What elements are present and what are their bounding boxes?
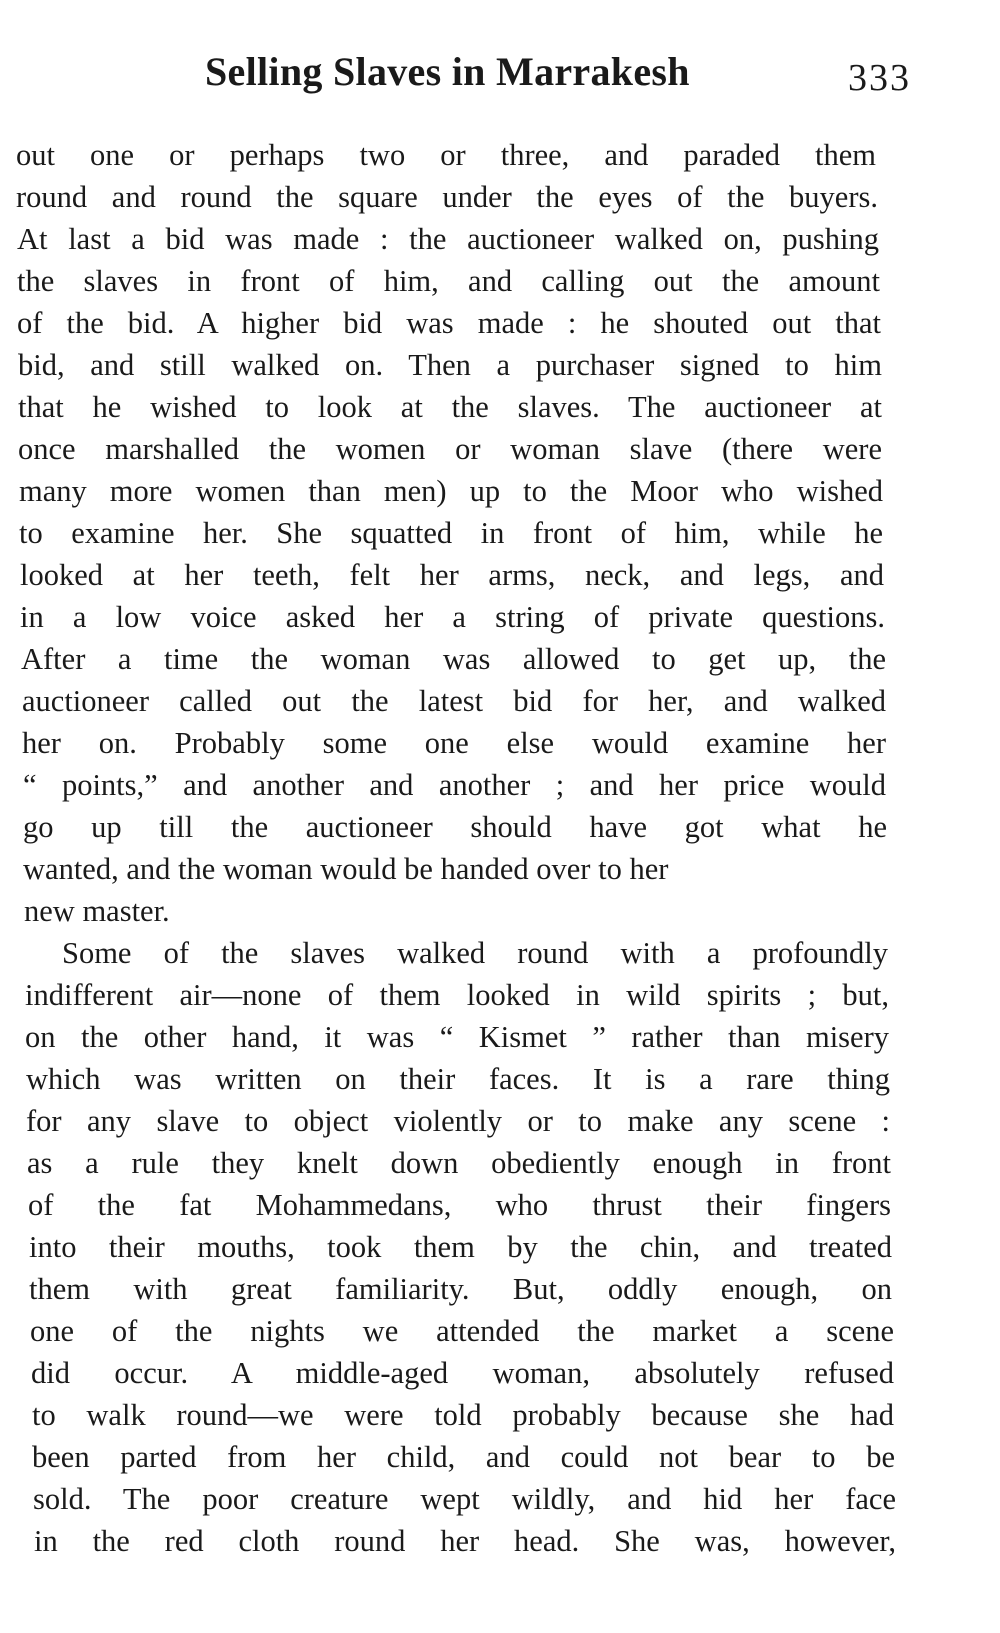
running-title: Selling Slaves in Marrakesh	[205, 49, 690, 94]
text-line: in a low voice asked her a string of private questions.	[20, 600, 885, 634]
text-line: go up till the auctioneer should have got what he	[23, 810, 887, 844]
text-line: looked at her teeth, felt her arms, neck, and legs, and	[20, 558, 884, 592]
text-line: once marshalled the women or woman slave (there were	[18, 432, 882, 466]
text-line: bid, and still walked on. Then a purchaser signed to him	[18, 348, 882, 382]
running-head	[0, 48, 1000, 104]
text-line: one of the nights we attended the market a scene	[30, 1314, 894, 1348]
text-line: of the bid. A higher bid was made : he shouted out that	[17, 306, 881, 340]
text-line: auctioneer called out the latest bid for her, and walked	[22, 684, 886, 718]
text-line: to examine her. She squatted in front of him, while he	[19, 516, 883, 550]
body-text	[0, 134, 1000, 1562]
text-line: the slaves in front of him, and calling out the amount	[17, 264, 880, 298]
text-line: in the red cloth round her head. She was, however,	[34, 1524, 896, 1558]
text-line: did occur. A middle-aged woman, absolutely refused	[31, 1356, 894, 1390]
text-line: them with great familiarity. But, oddly enough, on	[29, 1272, 892, 1306]
text-line: many more women than men) up to the Moor who wished	[19, 474, 883, 508]
text-line: wanted, and the woman would be handed over to her	[23, 852, 669, 886]
text-line: for any slave to object violently or to make any scene :	[26, 1104, 890, 1138]
text-line: into their mouths, took them by the chin, and treated	[29, 1230, 892, 1264]
text-line: sold. The poor creature wept wildly, and hid her face	[33, 1482, 896, 1516]
text-line: which was written on their faces. It is a rare thing	[26, 1062, 890, 1096]
text-line: Some of the slaves walked round with a profoundly	[62, 936, 888, 970]
text-line: to walk round—we were told probably because she had	[32, 1398, 894, 1432]
text-line: round and round the square under the eyes of the buyers.	[16, 180, 878, 214]
text-line: “ points,” and another and another ; and her price would	[23, 768, 886, 802]
page-number: 333	[848, 57, 911, 99]
text-line: that he wished to look at the slaves. The auctioneer at	[18, 390, 882, 424]
text-line: as a rule they knelt down obediently enough in front	[27, 1146, 891, 1180]
text-line: on the other hand, it was “ Kismet ” rather than misery	[25, 1020, 889, 1054]
text-line: After a time the woman was allowed to get up, the	[21, 642, 886, 676]
text-line: her on. Probably some one else would examine her	[22, 726, 886, 760]
text-line: of the fat Mohammedans, who thrust their fingers	[28, 1188, 891, 1222]
text-line: out one or perhaps two or three, and paraded them	[16, 138, 876, 172]
text-line: been parted from her child, and could not bear to be	[32, 1440, 895, 1474]
text-line: new master.	[24, 894, 170, 928]
text-line: indifferent air—none of them looked in wild spirits ; but,	[25, 978, 889, 1012]
text-line: At last a bid was made : the auctioneer walked on, pushing	[17, 222, 879, 256]
